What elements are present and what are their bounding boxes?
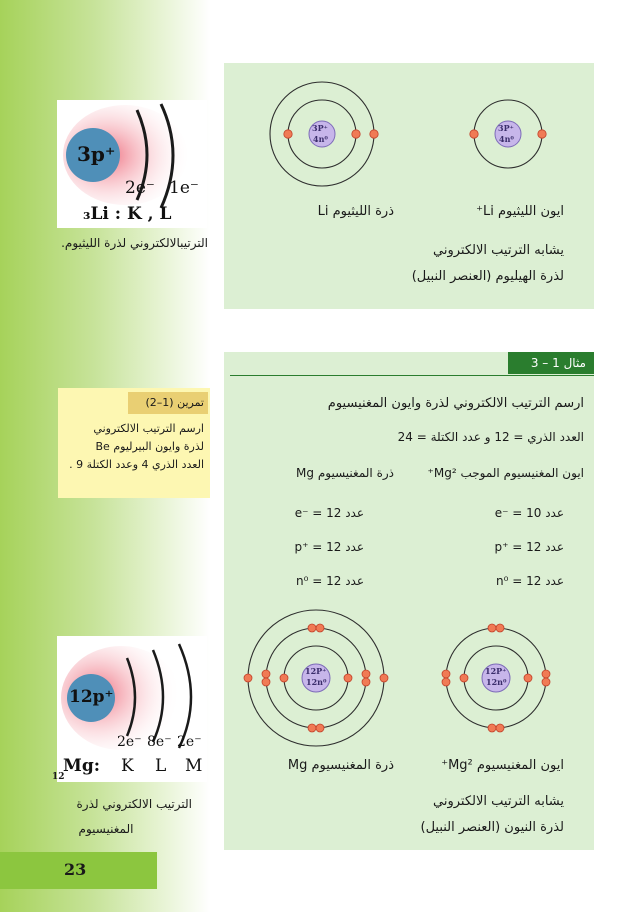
- mg-ion-proton-count: عدد p⁺ = 12: [494, 540, 564, 554]
- magnesium-atomic-number: 12: [52, 772, 65, 782]
- mg-atom-electron: [316, 724, 324, 732]
- mg-atom-electron: [262, 670, 270, 678]
- page-number: 23: [64, 860, 87, 879]
- lithium-atom-label: ذرة الليثيوم Li: [317, 204, 394, 219]
- magnesium-k-electrons: 2e⁻: [117, 734, 142, 750]
- lithium-ion-electron: [538, 130, 546, 138]
- mg-atom-electron: [362, 678, 370, 686]
- exercise-line1: ارسم الترتيب الالكتروني: [93, 422, 204, 435]
- exercise-title: تمرين (1–2): [128, 392, 208, 414]
- mg-ion-electron: [496, 724, 504, 732]
- example-panel: [224, 352, 594, 850]
- lithium-note-line1: يشابه الترتيب الالكتروني: [433, 243, 564, 258]
- exercise-line3: العدد الذري 4 وعدد الكتلة 9 .: [69, 458, 204, 471]
- mg-ion-neutron-count: عدد n⁰ = 12: [496, 574, 564, 588]
- mg-ion-electron: [488, 724, 496, 732]
- mg-ion-electron: [542, 678, 550, 686]
- lithium-shell-figure: [57, 100, 207, 228]
- lithium-note-line2: لذرة الهيليوم (العنصر النبيل): [411, 269, 564, 284]
- lithium-atom-nucleus-protons: 3P⁺: [312, 123, 328, 133]
- lithium-ion-nucleus-neutrons: 4n⁰: [499, 134, 514, 144]
- lithium-atom-electron: [352, 130, 360, 138]
- mg-ion-electron: [488, 624, 496, 632]
- mg-atom-electron-count: عدد e⁻ = 12: [294, 506, 364, 520]
- mg-atom-electron: [308, 624, 316, 632]
- lithium-atom-nucleus-neutrons: 4n⁰: [313, 134, 328, 144]
- mg-atom-electron: [380, 674, 388, 682]
- exercise-line2: لذرة وايون البيرليوم Be: [95, 440, 204, 453]
- mg-note-line2: لذرة النيون (العنصر النبيل): [420, 820, 564, 835]
- magnesium-l-electrons: 8e⁻: [147, 734, 172, 750]
- mg-ion-label: ايون المغنيسيوم Mg²⁺: [441, 758, 564, 773]
- mg-atom-nucleus-protons: 12P⁺: [305, 666, 327, 676]
- mg-atom-electron: [262, 678, 270, 686]
- lithium-ion-label: ايون الليثيوم Li⁺: [476, 204, 564, 219]
- mg-atom-proton-count: عدد p⁺ = 12: [294, 540, 364, 554]
- magnesium-nucleus-label: 12p⁺: [69, 687, 114, 707]
- example-atomic-numbers: العدد الذري = 12 و عدد الكتلة = 24: [397, 430, 584, 444]
- magnesium-shell-figure: [57, 636, 207, 782]
- mg-ion-electron: [460, 674, 468, 682]
- mg-ion-electron: [542, 670, 550, 678]
- mg-atom-nucleus-neutrons: 12n⁰: [306, 677, 327, 687]
- magnesium-shell-m: M: [185, 756, 203, 776]
- exercise-box: [58, 388, 210, 498]
- mg-ion-electron: [442, 678, 450, 686]
- mg-atom-electron: [344, 674, 352, 682]
- lithium-panel: [224, 63, 594, 309]
- lithium-ion-nucleus-protons: 3P⁺: [498, 123, 514, 133]
- mg-ion-header: ايون المغنيسيوم الموجب Mg²⁺: [427, 466, 584, 480]
- example-badge: مثال 1 – 3: [508, 352, 594, 374]
- example-divider: [230, 375, 594, 376]
- mg-atom-neutron-count: عدد n⁰ = 12: [296, 574, 364, 588]
- lithium-atom-electron: [284, 130, 292, 138]
- mg-atom-label: ذرة المغنيسيوم Mg: [287, 758, 394, 773]
- lithium-caption: الترتيبالالكتروني لذرة الليثيوم.: [61, 236, 208, 250]
- magnesium-caption-line1: الترتيب الالكتروني لذرة: [76, 797, 192, 811]
- mg-atom-electron: [316, 624, 324, 632]
- lithium-ion-electron: [470, 130, 478, 138]
- magnesium-caption-line2: المغنيسيوم: [78, 822, 134, 836]
- mg-atom-electron: [362, 670, 370, 678]
- lithium-atom-electron: [370, 130, 378, 138]
- mg-ion-electron: [442, 670, 450, 678]
- magnesium-shell-k: K: [121, 756, 134, 776]
- lithium-notation: ₃Li : K , L: [83, 204, 172, 224]
- lithium-nucleus-label: 3p⁺: [77, 142, 116, 166]
- mg-ion-nucleus-neutrons: 12n⁰: [486, 677, 507, 687]
- mg-ion-electron-count: عدد e⁻ = 10: [494, 506, 564, 520]
- mg-ion-electron: [496, 624, 504, 632]
- magnesium-symbol: Mg:: [63, 756, 100, 776]
- mg-note-line1: يشابه الترتيب الالكتروني: [433, 794, 564, 809]
- mg-ion-electron: [524, 674, 532, 682]
- lithium-diagrams: [224, 63, 594, 203]
- mg-ion-nucleus-protons: 12P⁺: [485, 666, 507, 676]
- magnesium-diagrams: [224, 602, 594, 752]
- mg-atom-electron: [308, 724, 316, 732]
- mg-atom-electron: [280, 674, 288, 682]
- mg-atom-electron: [244, 674, 252, 682]
- lithium-shell1-label: 1e⁻: [169, 178, 199, 198]
- example-heading: ارسم الترتيب الالكتروني لذرة وايون المغنيسيوم: [327, 396, 584, 411]
- mg-atom-header: ذرة المغنيسيوم Mg: [296, 466, 394, 480]
- magnesium-m-electrons: 2e⁻: [177, 734, 202, 750]
- magnesium-shell-l: L: [155, 756, 167, 776]
- lithium-shell2-label: 2e⁻: [125, 178, 155, 198]
